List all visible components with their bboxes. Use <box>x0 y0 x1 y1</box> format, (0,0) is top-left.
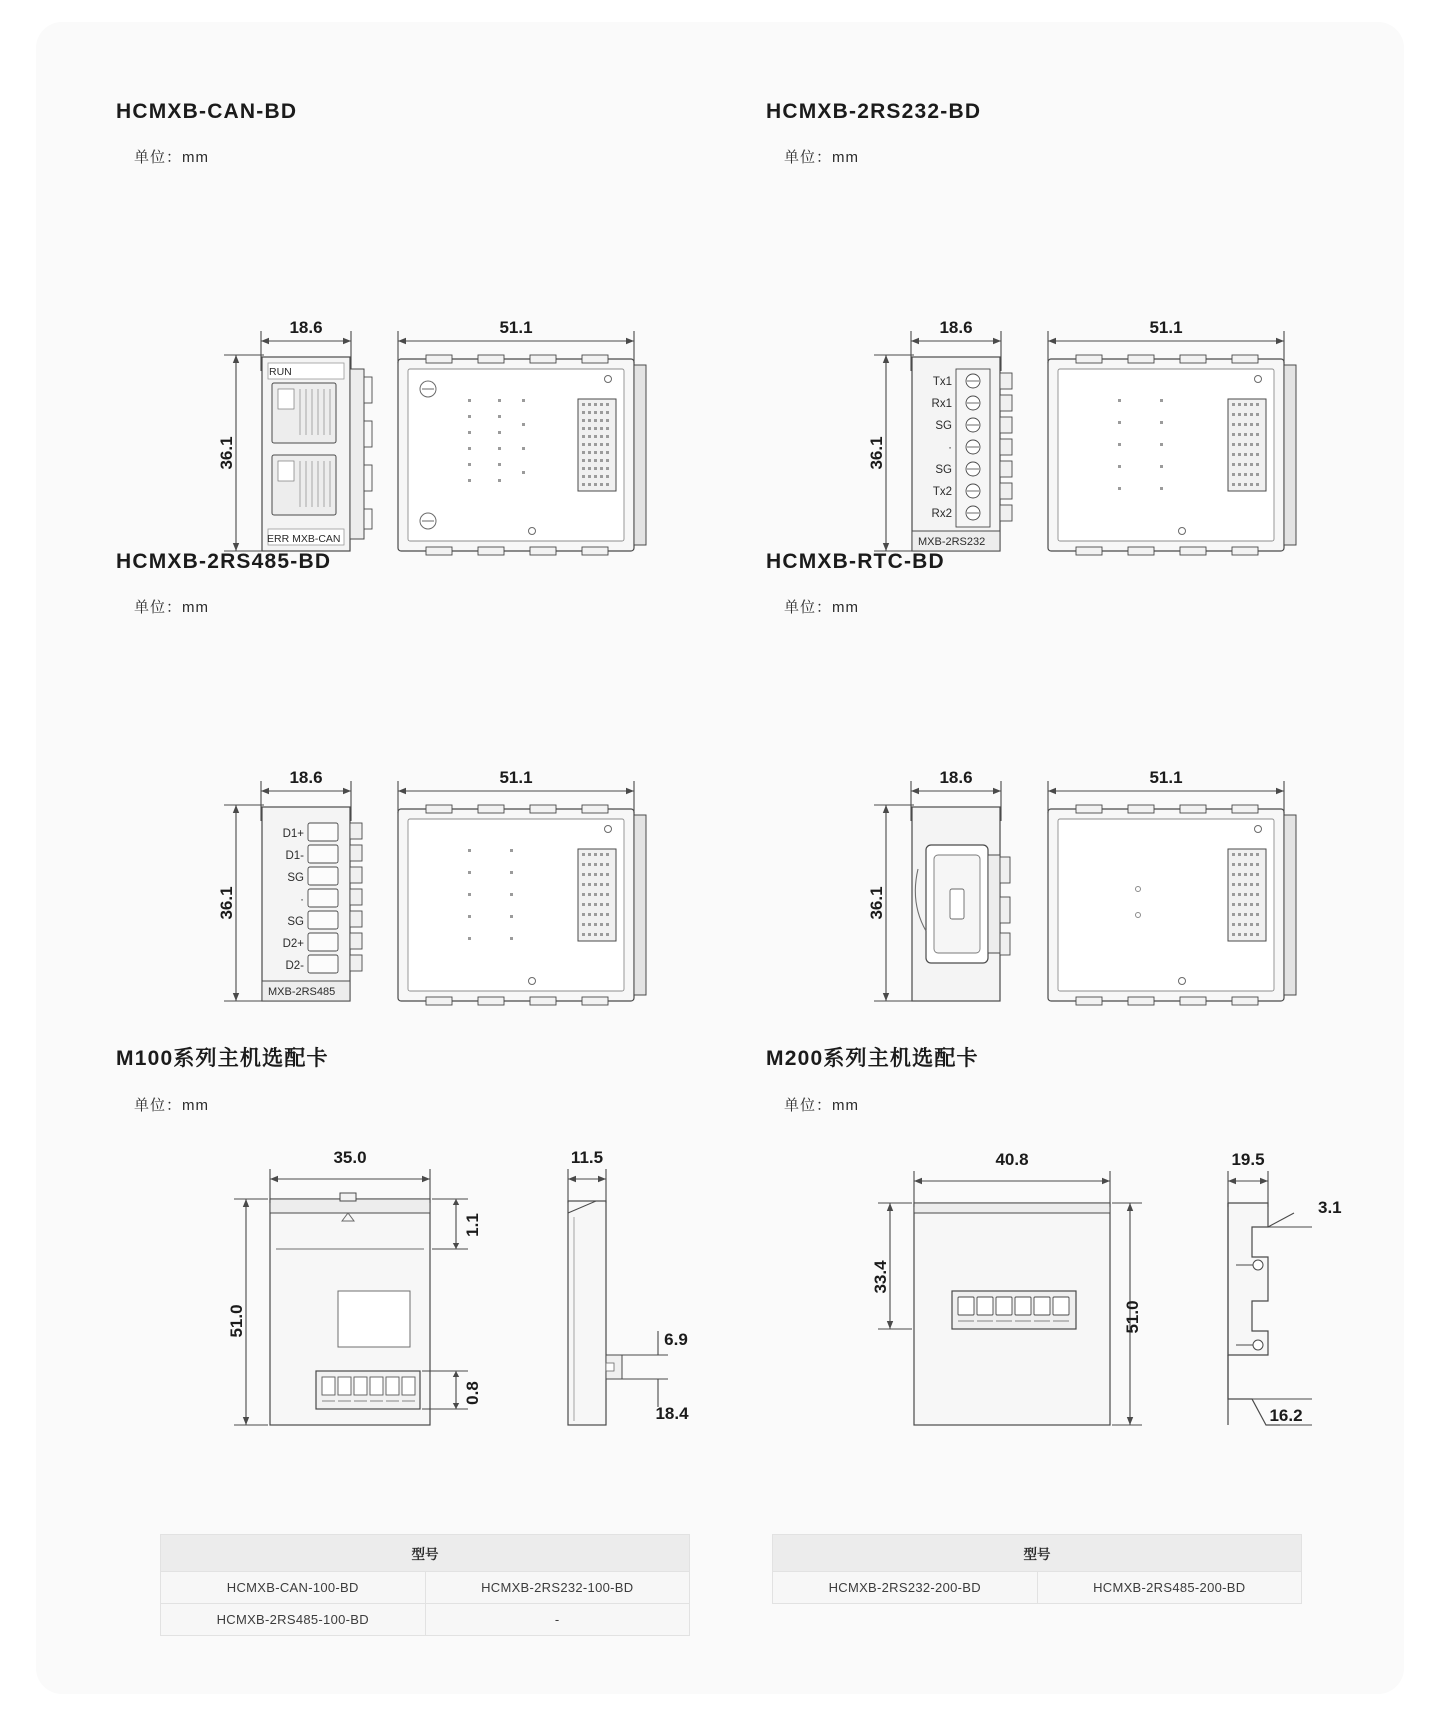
panel-title: HCMXB-RTC-BD <box>766 550 945 573</box>
datasheet-page <box>36 22 1404 1694</box>
panel-m100-option-card <box>116 1042 716 1431</box>
terminal-label: Rx2 <box>931 508 952 520</box>
dim-front-height: 51.0 <box>227 1304 246 1338</box>
label-run: RUN <box>269 366 292 378</box>
unit-label: 单位：mm <box>134 1097 209 1114</box>
terminal-label: Rx1 <box>931 398 952 410</box>
panel-grid <box>36 22 1404 1694</box>
drawing-2rs232-bd <box>766 183 1366 548</box>
unit-label: 单位：mm <box>134 599 209 616</box>
panel-m200-option-card <box>766 1042 1366 1431</box>
dim-notch-top: 1.1 <box>463 1213 482 1237</box>
dim-side-bottom: 16.2 <box>1269 1406 1303 1425</box>
dim-height: 36.1 <box>217 886 236 920</box>
table-row <box>161 1604 690 1636</box>
panel-hcmxb-rtc-bd <box>766 550 1366 953</box>
terminal-label: SG <box>287 872 304 884</box>
dim-depth: 51.1 <box>1149 318 1183 337</box>
dim-height: 36.1 <box>217 436 236 470</box>
dim-right-height: 51.0 <box>1123 1300 1142 1334</box>
table-header-row <box>161 1535 690 1572</box>
panel-title: HCMXB-2RS232-BD <box>766 100 982 123</box>
dim-width: 18.6 <box>289 768 323 787</box>
model-table-m100 <box>160 1534 690 1636</box>
unit-label: 单位：mm <box>784 599 859 616</box>
dim-height: 36.1 <box>867 886 886 920</box>
dim-height: 36.1 <box>867 436 886 470</box>
terminal-label: SG <box>935 420 952 432</box>
dim-side-width: 11.5 <box>570 1148 604 1167</box>
panel-hcmxb-2rs232-bd <box>766 100 1366 548</box>
table-row <box>773 1572 1302 1604</box>
panel-hcmxb-can-bd <box>116 100 716 545</box>
table-cell: HCMXB-2RS485-100-BD <box>161 1604 426 1636</box>
drawing-rtc-bd <box>766 633 1366 953</box>
dim-side-height: 18.4 <box>655 1404 689 1423</box>
dim-tab-depth: 6.9 <box>664 1330 688 1349</box>
dim-depth: 51.1 <box>1149 768 1183 787</box>
dim-front-height: 33.4 <box>871 1260 890 1294</box>
terminal-label: SG <box>287 916 304 928</box>
dim-width: 18.6 <box>939 768 973 787</box>
dim-width: 18.6 <box>289 318 323 337</box>
unit-label: 单位：mm <box>134 149 209 166</box>
dim-side-width: 19.5 <box>1231 1150 1265 1169</box>
terminal-label: · <box>948 442 952 454</box>
dim-side-notch: 3.1 <box>1318 1198 1342 1217</box>
terminal-label: D2+ <box>282 938 304 950</box>
table-cell: HCMXB-2RS485-200-BD <box>1037 1572 1302 1604</box>
label-part: MXB-2RS232 <box>918 536 986 548</box>
panel-hcmxb-2rs485-bd <box>116 550 716 998</box>
table-row <box>161 1572 690 1604</box>
panel-title: M100系列主机选配卡 <box>116 1047 329 1070</box>
drawing-can-bd <box>116 183 716 545</box>
dim-depth: 51.1 <box>499 768 533 787</box>
table-cell: HCMXB-2RS232-200-BD <box>773 1572 1038 1604</box>
dim-notch-bottom: 0.8 <box>463 1381 482 1405</box>
terminal-label: D1+ <box>282 828 304 840</box>
table-cell: HCMXB-CAN-100-BD <box>161 1572 426 1604</box>
table-header-row <box>773 1535 1302 1572</box>
drawing-2rs485-bd <box>116 633 716 998</box>
table-cell: - <box>425 1604 690 1636</box>
model-table-m200 <box>772 1534 1302 1604</box>
drawing-m200 <box>766 1131 1366 1431</box>
panel-title: HCMXB-2RS485-BD <box>116 550 332 573</box>
terminal-label: · <box>300 894 304 906</box>
unit-label: 单位：mm <box>784 149 859 166</box>
terminal-label: SG <box>935 464 952 476</box>
panel-title: M200系列主机选配卡 <box>766 1047 979 1070</box>
dim-width: 18.6 <box>939 318 973 337</box>
label-part: MXB-2RS485 <box>268 986 336 998</box>
table-header-cell: 型号 <box>773 1535 1302 1572</box>
dim-front-width: 35.0 <box>333 1148 367 1167</box>
terminal-label: Tx1 <box>932 376 952 388</box>
dim-front-width: 40.8 <box>995 1150 1029 1169</box>
dim-depth: 51.1 <box>499 318 533 337</box>
drawing-m100 <box>116 1131 716 1431</box>
panel-title: HCMXB-CAN-BD <box>116 100 298 123</box>
table-header-cell: 型号 <box>161 1535 690 1572</box>
terminal-label: D2- <box>285 960 304 972</box>
terminal-label: Tx2 <box>932 486 952 498</box>
terminal-label: D1- <box>285 850 304 862</box>
unit-label: 单位：mm <box>784 1097 859 1114</box>
table-cell: HCMXB-2RS232-100-BD <box>425 1572 690 1604</box>
label-err: ERR MXB-CAN <box>267 533 341 545</box>
